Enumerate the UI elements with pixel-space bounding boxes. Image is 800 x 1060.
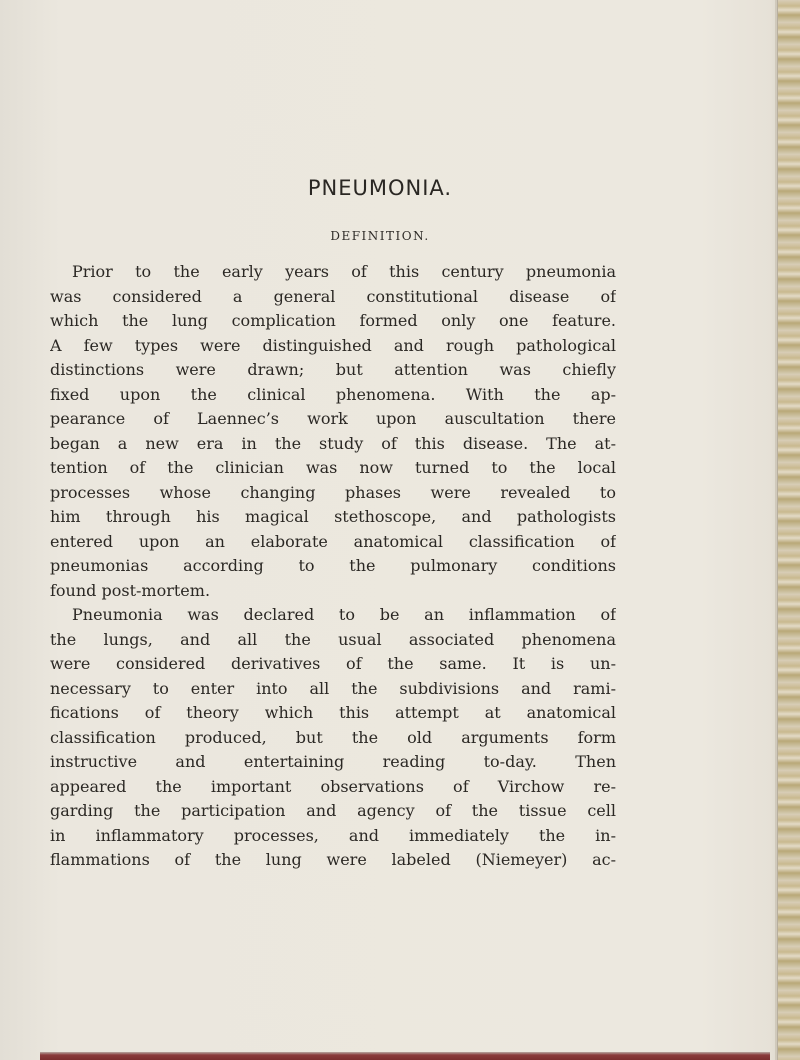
text-line: A few types were distinguished and rough pathological (50, 335, 616, 355)
text-line: which the lung complication formed only one feature. (50, 311, 616, 330)
text-line: began a new era in the study of this disease. The at- (50, 433, 616, 453)
text-line: were considered derivatives of the same. It is un- (50, 654, 616, 673)
body-text (50, 260, 616, 873)
text-line: in inflammatory processes, and immediately the in- (50, 825, 616, 845)
section-subheading: DEFINITION. (330, 229, 430, 243)
text-line: was considered a general constitutional disease of (50, 286, 616, 306)
page-bottom-edge (40, 1052, 770, 1060)
text-line: Prior to the early years of this century pneumonia (72, 262, 616, 281)
book-spine-edge (777, 0, 800, 1060)
text-line: necessary to enter into all the subdivisions and rami- (50, 678, 616, 698)
text-line: fications of theory which this attempt at anatomical (50, 703, 616, 722)
text-line: entered upon an elaborate anatomical classification of (50, 531, 616, 551)
text-line: the lungs, and all the usual associated phenomena (50, 629, 616, 649)
text-line: instructive and entertaining reading to-day. Then (50, 752, 616, 771)
text-line: garding the participation and agency of the tissue cell (50, 801, 616, 820)
text-line: him through his magical stethoscope, and pathologists (50, 507, 616, 526)
text-line: processes whose changing phases were revealed to (50, 482, 616, 502)
text-line: tention of the clinician was now turned to the local (50, 458, 616, 477)
chapter-heading: PNEUMONIA. (307, 176, 453, 200)
text-line: distinctions were drawn; but attention was chiefly (50, 360, 616, 379)
text-line: found post-mortem. (50, 580, 211, 600)
text-line: fixed upon the clinical phenomena. With the ap- (50, 384, 616, 404)
text-line: classification produced, but the old arguments form (50, 727, 616, 747)
text-line: Pneumonia was declared to be an inflammation of (72, 605, 616, 624)
text-line: pearance of Laennec’s work upon auscultation there (50, 409, 616, 428)
text-line: pneumonias according to the pulmonary conditions (50, 556, 616, 575)
text-line: appeared the important observations of Virchow re- (50, 776, 616, 796)
text-line: flammations of the lung were labeled (Niemeyer) ac- (50, 850, 616, 869)
